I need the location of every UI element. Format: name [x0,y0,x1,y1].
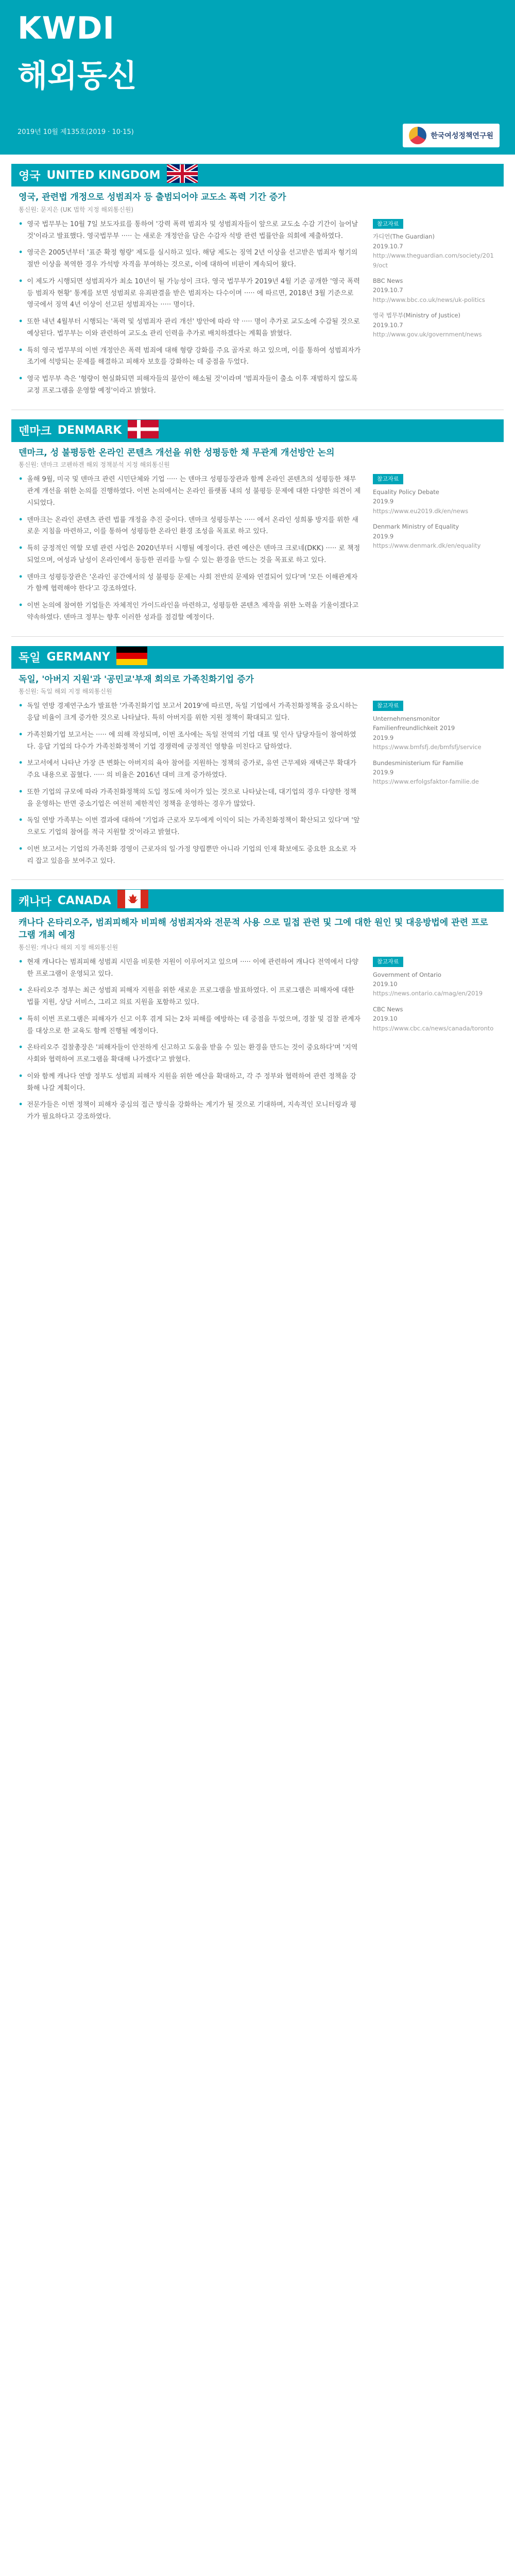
bullet-icon: • [19,1072,23,1080]
reference-date: 2019.9 [373,498,394,505]
paragraph-text: 특히 영국 법무부의 이번 개정안은 폭력 범죄에 대해 형량 강화를 주요 골자로 하고 있으며, 이를 통하여 성범죄자가 조기에 석방되는 문제를 해결하고 피해자 보호를 강화하는 데 중점을 두었다. [27,346,361,366]
reference-item [373,701,496,752]
institute-logo [403,124,500,147]
reference-title: 영국 법무부(Ministry of Justice) [373,312,460,319]
article-paragraph [19,276,362,311]
reference-item [373,474,496,516]
country-name: GERMANY [46,651,110,664]
article-paragraph [19,701,362,724]
country-label: 캐나다 [19,895,52,908]
reference-date: 2019.9 [373,532,394,540]
reference-item [373,276,496,304]
paragraph-text: 특히 긍정적인 역할 모델 관련 사업은 2020년부터 시행될 예정이다. 관련 예산은 덴마크 크로네(DKK) ····· 로 책정되었으며, 여성과 남성이 온라인에서 동등한 권리를 누릴 수 있는 환경을 만드는 것을 목표로 하고 있다. [27,545,360,564]
article-paragraph [19,1042,362,1066]
section-divider [11,879,504,880]
section-byline: 통신원: 캐나다 해외 지정 해외통신원 [19,943,118,951]
reference-link[interactable]: https://www.denmark.dk/en/equality [373,541,481,549]
article-paragraph [19,787,362,810]
article-paragraph [19,815,362,839]
paragraph-text: 독일 연방 가족부는 이번 결과에 대하여 '기업과 근로자 모두에게 이익이 되는 가족친화정책이 확산되고 있다'며 '앞으로도 기업의 참여를 적극 지원할 것'이라고 밝혔다. [27,817,360,837]
bullet-icon: • [19,375,23,383]
de-flag-icon [116,647,147,668]
paragraph-text: 덴마크는 온라인 콘텐츠 관련 법률 개정을 추진 중이다. 덴마크 성평등부는 ····· 에서 온라인 성희롱 방지를 위한 새로운 지침을 마련하고, 이를 통하여 성평등한 온라인 환경 조성을 목표로 하고 있다. [27,516,358,536]
reference-sidebar [373,701,496,872]
reference-date: 2019.10.7 [373,321,403,329]
reference-label: 참고자료 [373,474,403,484]
bullet-icon: • [19,958,23,966]
paragraph-text: 이 제도가 시행되면 성범죄자가 최소 10년이 될 가능성이 크다. 영국 법무부가 2019년 4월 기준 공개한 '영국 폭력 등 범죄자 현황' 통계를 보면 성범죄로 유죄판결을 받은 범죄자는 다수이며 ····· 에 따르면, 2018년 3월 기준으로 영국에서 징역 4년 이상이 선고된 성범죄자는 ····· 명이다. [27,277,360,309]
country-label: 독일 [19,652,41,665]
reference-date: 2019.9 [373,734,394,741]
article-paragraph [19,515,362,538]
paragraph-text: 또한 내년 4월부터 시행되는 '폭력 및 성범죄자 관리 개선' 방안에 따라 약 ····· 명이 추가로 교도소에 수감될 것으로 예상된다. 법무부는 이와 관련하여 교도소 관리 인력을 추가로 배치하겠다는 계획을 밝혔다. [27,318,360,337]
section-divider [11,636,504,637]
paragraph-text: 덴마크 성평등장관은 '온라인 공간에서의 성 불평등 문제는 사회 전반의 문제와 연결되어 있다'며 '모든 이해관계자가 함께 협력해야 한다'고 강조하였다. [27,573,358,593]
reference-title: Government of Ontario [373,971,441,978]
article-paragraph [19,219,362,243]
bullet-icon: • [19,731,23,739]
reference-link[interactable]: https://www.eu2019.dk/en/news [373,507,469,515]
country-name: UNITED KINGDOM [46,168,161,182]
article-paragraph [19,1071,362,1095]
article-paragraph [19,374,362,397]
reference-title: CBC News [373,1005,403,1013]
section-byline: 통신원: 독일 해외 지정 해외통신원 [19,688,112,696]
reference-link[interactable]: http://www.bbc.co.uk/news/uk-politics [373,296,485,303]
reference-sidebar [373,957,496,1128]
paragraph-text: 영국 법무부는 10월 7일 보도자료를 통하여 '강력 폭력 범죄자 및 성범죄자들이 앞으로 교도소 수감 기간이 늘어날 것'이라고 발표했다. 영국법무부 ····· 는 새로운 개정안을 담은 수감자 석방 관련 법률안을 의회에 제출하였다. [27,220,358,240]
article-paragraph [19,345,362,369]
bullet-icon: • [19,220,23,228]
paragraph-text: 현재 캐나다는 범죄피해 성범죄 시민을 비롯한 지원이 이루어지고 있으며 ····· 이에 관련하여 캐나다 전역에서 다양한 프로그램이 운영되고 있다. [27,958,358,978]
bullet-icon: • [19,987,23,995]
newsletter-header [0,0,515,155]
newsletter-title: 해외동신 [18,58,137,94]
article-paragraph [19,957,362,980]
bullet-icon: • [19,318,23,326]
paragraph-text: 영국 법무부 측은 '형량이 현실화되면 피해자들의 불안이 해소될 것'이라며 '범죄자들이 출소 이후 재범하지 않도록 교정 프로그램을 운영할 예정'이라고 밝혔다. [27,375,358,395]
paragraph-text: 이번 논의에 참여한 기업들은 자체적인 가이드라인을 마련하고, 성평등한 콘텐츠 제작을 위한 노력을 기울이겠다고 약속하였다. 덴마크 정부는 향후 이러한 성과를 점검할 예정이다. [27,602,359,621]
reference-item [373,957,496,998]
section-bar [11,419,504,442]
bullet-icon: • [19,702,23,710]
section-headline: 영국, 관련법 개정으로 성범죄자 등 출범되어야 교도소 폭력 기간 증가 [19,192,286,202]
reference-item [373,311,496,339]
reference-title: Equality Policy Debate [373,488,439,496]
bullet-icon: • [19,1015,23,1023]
article-paragraph [19,247,362,271]
paragraph-text: 또한 기업의 규모에 따라 가족친화정책의 도입 정도에 차이가 있는 것으로 나타났는데, 대기업의 경우 다양한 정책을 운영하는 반면 중소기업은 여전히 제한적인 정책을 운영하는 경우가 많았다. [27,788,356,808]
reference-title: Unternehmensmonitor Familienfreundlichkeit 2019 [373,715,455,732]
reference-item [373,522,496,550]
paragraph-text: 온타리오주 정부는 최근 성범죄 피해자 지원을 위한 새로운 프로그램을 발표하였다. 이 프로그램은 피해자에 대한 법률 지원, 상담 서비스, 그리고 의료 지원을 포함하고 있다. [27,987,354,1007]
article-paragraph [19,572,362,596]
section-bar [11,889,504,912]
reference-title: Bundesministerium für Familie [373,759,464,767]
paragraph-text: 올해 9월, 미국 및 덴마크 관련 시민단체와 기업 ····· 는 덴마크 성평등장관과 함께 온라인 콘텐츠의 성평등한 채무관계 개선을 위한 논의를 진행하였다. 이번 논의에서는 온라인 플랫폼 내의 성 불평등 문제에 대한 다양한 의견이 제시되었다. [27,476,361,507]
article-body [19,701,362,872]
bullet-icon: • [19,249,23,257]
section-headline: 덴마크, 성 불평등한 온라인 콘텐츠 개선을 위한 성평등한 채 무관계 개선방안 논의 [19,447,335,458]
paragraph-text: 이번 보고서는 기업의 가족친화 경영이 근로자의 일·가정 양립뿐만 아니라 기업의 인재 확보에도 중요한 요소로 자리 잡고 있음을 보여주고 있다. [27,845,356,865]
article-body [19,474,362,629]
reference-date: 2019.9 [373,768,394,776]
article-paragraph [19,730,362,753]
issue-info: 2019년 10월 제135호(2019 · 10·15) [18,128,134,136]
country-label: 덴마크 [19,425,52,438]
country-section [11,164,504,402]
bullet-icon: • [19,516,23,524]
reference-link[interactable]: http://www.gov.uk/government/news [373,330,482,338]
article-paragraph [19,844,362,868]
reference-date: 2019.10.7 [373,242,403,250]
reference-label: 참고자료 [373,219,403,229]
country-section [11,646,504,873]
bullet-icon: • [19,817,23,825]
reference-sidebar [373,474,496,629]
bullet-icon: • [19,573,23,581]
article-paragraph [19,1014,362,1038]
article-paragraph [19,600,362,624]
paragraph-text: 특히 이번 프로그램은 피해자가 신고 이후 겪게 되는 2차 피해를 예방하는 데 중점을 두었으며, 경찰 및 검찰 관계자를 대상으로 한 교육도 함께 진행될 예정이다. [27,1015,361,1035]
paragraph-text: 이와 함께 캐나다 연방 정부도 성범죄 피해자 지원을 위한 예산을 확대하고, 각 주 정부와 협력하여 관련 정책을 강화해 나갈 계획이다. [27,1072,356,1092]
bullet-icon: • [19,277,23,285]
country-name: DENMARK [57,424,122,437]
bullet-icon: • [19,1044,23,1052]
bullet-icon: • [19,788,23,796]
kwdi-wordmark: KWDI [18,10,115,46]
reference-date: 2019.10.7 [373,286,403,294]
article-paragraph [19,474,362,509]
section-headline: 캐나다 온타리오주, 범죄피해자 비피해 성범죄자와 전문적 사용 으로 밀접 관련 및 그에 대한 원인 및 대응방법에 관련 프로그램 개최 예정 [19,918,488,941]
country-section [11,889,504,1128]
reference-label: 참고자료 [373,957,403,967]
bullet-icon: • [19,346,23,354]
dk-flag-icon [128,420,159,442]
section-bar [11,646,504,669]
bullet-icon: • [19,545,23,553]
reference-link[interactable]: https://news.ontario.ca/mag/en/2019 [373,990,483,997]
bullet-icon: • [19,602,23,610]
article-paragraph [19,758,362,782]
article-paragraph [19,316,362,340]
reference-sidebar [373,219,496,402]
section-headline: 독일, '아버지 지원'과 '공민교'부재 회의로 가족친화기업 증가 [19,674,254,685]
paragraph-text: 전문가들은 이번 정책이 피해자 중심의 접근 방식을 강화하는 계기가 될 것으로 기대하며, 지속적인 모니터링과 평가가 필요하다고 강조하였다. [27,1101,356,1121]
paragraph-text: 영국은 2005년부터 '표준 확정 형량' 제도를 실시하고 있다. 해당 제도는 징역 2년 이상을 선고받은 범죄자 형기의 절반 이상을 복역한 경우 가석방 자격을 부여하는 것으로, 이에 대하여 비판이 계속되어 왔다. [27,249,358,269]
bullet-icon: • [19,759,23,768]
reference-link[interactable]: https://www.bmfsfj.de/bmfsfj/service [373,743,482,751]
paragraph-text: 온타리오주 검찰총장은 '피해자들이 안전하게 신고하고 도움을 받을 수 있는 환경을 만드는 것이 중요하다'며 '지역사회와 협력하여 프로그램을 확대해 나가겠다'고 밝혔다. [27,1044,358,1064]
article-body [19,957,362,1128]
reference-item [373,758,496,787]
article-paragraph [19,1099,362,1123]
reference-link[interactable]: http://www.theguardian.com/society/2019/oct [373,252,494,269]
paragraph-text: 보고서에서 나타난 가장 큰 변화는 아버지의 육아 참여를 지원하는 정책의 증가로, 유연 근무제와 재택근무 확대가 주요 내용으로 꼽혔다. ····· 의 비율은 2016년 대비 크게 증가하였다. [27,759,356,779]
bullet-icon: • [19,476,23,484]
institute-seal-icon [409,127,426,144]
article-paragraph [19,543,362,567]
country-label: 영국 [19,170,41,183]
reference-item [373,219,496,270]
reference-date: 2019.10 [373,980,398,988]
reference-link[interactable]: https://www.cbc.ca/news/canada/toronto [373,1024,494,1032]
section-byline: 통신원: 덴마크 코펜하겐 해외 정책분석 지정 해외통신원 [19,461,170,469]
article-body [19,219,362,402]
reference-title: BBC News [373,277,403,284]
reference-title: 가디언(The Guardian) [373,233,435,241]
paragraph-text: 가족친화기업 보고서는 ····· 에 의해 작성되며, 이번 조사에는 독일 전역의 기업 대표 및 인사 담당자들이 참여하였다. 응답 기업의 다수가 가족친화정책이 기업 경쟁력에 긍정적인 영향을 미친다고 답하였다. [27,731,356,751]
ca-flag-icon [117,890,148,911]
reference-link[interactable]: https://www.erfolgsfaktor-familie.de [373,778,479,786]
reference-label: 참고자료 [373,701,403,711]
reference-item [373,1005,496,1033]
country-name: CANADA [57,894,111,907]
reference-title: Denmark Ministry of Equality [373,523,459,531]
country-section [11,419,504,629]
institute-name: 한국여성정책연구원 [431,132,493,140]
section-byline: 통신원: 문지은 (UK 법학 지정 해외통신원) [19,206,134,213]
paragraph-text: 독일 연방 경제연구소가 발표한 '가족친화기업 보고서 2019'에 따르면, 독일 기업에서 가족친화정책을 중요시하는 응답 비율이 크게 증가한 것으로 나타났다. 특히 아버지를 위한 지원 정책이 확대되고 있다. [27,702,358,722]
section-bar [11,164,504,187]
article-paragraph [19,985,362,1009]
bullet-icon: • [19,1101,23,1109]
bullet-icon: • [19,845,23,853]
reference-date: 2019.10 [373,1015,398,1023]
uk-flag-icon [167,164,198,186]
